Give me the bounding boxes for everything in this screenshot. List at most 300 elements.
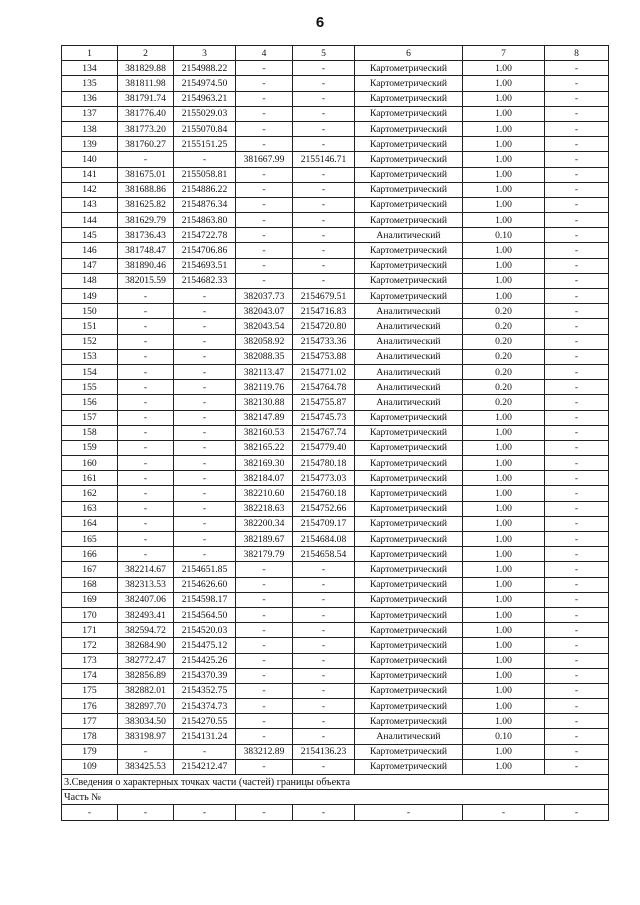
table-cell: 382088.35	[236, 349, 293, 364]
table-cell: 2154720.80	[293, 319, 355, 334]
table-cell: 0.20	[463, 364, 545, 379]
table-cell: Картометрический	[355, 683, 463, 698]
table-cell: -	[174, 486, 236, 501]
table-cell: -	[236, 243, 293, 258]
table-cell: -	[236, 167, 293, 182]
table-cell: -	[293, 607, 355, 622]
table-cell: -	[545, 258, 609, 273]
table-cell: Картометрический	[355, 532, 463, 547]
table-cell: 382037.73	[236, 289, 293, 304]
table-cell: -	[236, 729, 293, 744]
table-cell: 146	[62, 243, 118, 258]
table-cell: 381675.01	[118, 167, 174, 182]
table-cell: 2154270.55	[174, 714, 236, 729]
table-cell: 1.00	[463, 425, 545, 440]
table-row	[62, 182, 609, 197]
table-cell: -	[355, 805, 463, 820]
table-cell: -	[545, 273, 609, 288]
table-cell: -	[545, 607, 609, 622]
table-cell: -	[293, 805, 355, 820]
table-cell: -	[174, 319, 236, 334]
table-cell: -	[545, 501, 609, 516]
table-cell: -	[293, 258, 355, 273]
table-cell: 176	[62, 699, 118, 714]
table-row	[62, 76, 609, 91]
table-cell: -	[545, 61, 609, 76]
table-row	[62, 410, 609, 425]
table-cell: -	[118, 440, 174, 455]
table-cell: 381791.74	[118, 91, 174, 106]
table-cell: 2154773.03	[293, 471, 355, 486]
table-cell: 158	[62, 425, 118, 440]
table-cell: -	[236, 699, 293, 714]
table-cell: 382200.34	[236, 516, 293, 531]
table-cell: Картометрический	[355, 243, 463, 258]
table-cell: 382684.90	[118, 638, 174, 653]
table-cell: -	[293, 76, 355, 91]
table-cell: 2154733.36	[293, 334, 355, 349]
table-cell: -	[118, 547, 174, 562]
table-cell: 1.00	[463, 547, 545, 562]
column-header: 5	[293, 46, 355, 61]
table-cell: -	[174, 304, 236, 319]
table-cell: 382214.67	[118, 562, 174, 577]
table-cell: 1.00	[463, 167, 545, 182]
table-cell: 1.00	[463, 76, 545, 91]
table-cell: -	[236, 197, 293, 212]
table-cell: Картометрический	[355, 121, 463, 136]
table-cell: -	[545, 714, 609, 729]
table-cell: -	[62, 805, 118, 820]
table-cell: -	[118, 304, 174, 319]
table-cell: -	[545, 532, 609, 547]
table-row	[62, 152, 609, 167]
table-cell: 381776.40	[118, 106, 174, 121]
table-cell: 382058.92	[236, 334, 293, 349]
table-cell: -	[236, 213, 293, 228]
table-cell: Картометрический	[355, 744, 463, 759]
table-cell: 2154658.54	[293, 547, 355, 562]
table-cell: 1.00	[463, 289, 545, 304]
table-cell: -	[293, 562, 355, 577]
table-cell: Картометрический	[355, 137, 463, 152]
table-row	[62, 547, 609, 562]
table-cell: 141	[62, 167, 118, 182]
table-cell: -	[545, 425, 609, 440]
table-cell: -	[293, 197, 355, 212]
table-cell: -	[545, 410, 609, 425]
table-cell: 381688.86	[118, 182, 174, 197]
table-cell: 2154374.73	[174, 699, 236, 714]
table-cell: Картометрический	[355, 668, 463, 683]
table-cell: 382594.72	[118, 623, 174, 638]
table-cell: -	[545, 623, 609, 638]
coordinates-table-body	[62, 46, 609, 821]
table-cell: -	[236, 759, 293, 774]
table-cell: -	[174, 395, 236, 410]
table-cell: -	[293, 623, 355, 638]
table-row	[62, 258, 609, 273]
table-row	[62, 699, 609, 714]
table-cell: 135	[62, 76, 118, 91]
table-cell: -	[545, 106, 609, 121]
table-cell: -	[118, 425, 174, 440]
table-cell: 136	[62, 91, 118, 106]
table-cell: -	[118, 152, 174, 167]
table-cell: 153	[62, 349, 118, 364]
table-cell: 174	[62, 668, 118, 683]
table-cell: -	[545, 699, 609, 714]
table-cell: 134	[62, 61, 118, 76]
table-cell: 382113.47	[236, 364, 293, 379]
table-cell: 1.00	[463, 744, 545, 759]
table-cell: -	[545, 137, 609, 152]
table-cell: 2154475.12	[174, 638, 236, 653]
table-cell: 2154682.33	[174, 273, 236, 288]
table-cell: -	[545, 653, 609, 668]
table-cell: -	[293, 653, 355, 668]
table-cell: 0.20	[463, 395, 545, 410]
table-cell: 2154131.24	[174, 729, 236, 744]
table-cell: 0.20	[463, 319, 545, 334]
table-cell: -	[293, 167, 355, 182]
table-cell: Картометрический	[355, 167, 463, 182]
table-cell: -	[118, 456, 174, 471]
table-cell: 2154876.34	[174, 197, 236, 212]
table-cell: -	[118, 486, 174, 501]
table-cell: 381625.82	[118, 197, 174, 212]
table-cell: Картометрический	[355, 410, 463, 425]
table-cell: 1.00	[463, 121, 545, 136]
table-cell: -	[118, 395, 174, 410]
table-cell: 2154755.87	[293, 395, 355, 410]
table-cell: 0.20	[463, 349, 545, 364]
table-cell: -	[545, 638, 609, 653]
column-header: 1	[62, 46, 118, 61]
table-cell: -	[174, 471, 236, 486]
table-cell: 1.00	[463, 699, 545, 714]
table-cell: 144	[62, 213, 118, 228]
table-cell: Аналитический	[355, 319, 463, 334]
table-cell: 0.10	[463, 729, 545, 744]
table-cell: Аналитический	[355, 334, 463, 349]
table-cell: 2154716.83	[293, 304, 355, 319]
table-cell: 1.00	[463, 137, 545, 152]
table-cell: -	[293, 683, 355, 698]
table-row	[62, 304, 609, 319]
table-cell: Картометрический	[355, 106, 463, 121]
table-cell: 149	[62, 289, 118, 304]
table-cell: 152	[62, 334, 118, 349]
table-cell: Картометрический	[355, 289, 463, 304]
table-cell: -	[545, 76, 609, 91]
table-cell: -	[293, 243, 355, 258]
table-cell: 164	[62, 516, 118, 531]
table-cell: 2155146.71	[293, 152, 355, 167]
table-row	[62, 638, 609, 653]
table-cell: 1.00	[463, 106, 545, 121]
table-cell: -	[236, 653, 293, 668]
table-cell: 383034.50	[118, 714, 174, 729]
table-row	[62, 425, 609, 440]
table-row	[62, 137, 609, 152]
table-cell: -	[174, 349, 236, 364]
table-cell: Картометрический	[355, 577, 463, 592]
table-cell: -	[236, 607, 293, 622]
table-cell: -	[236, 91, 293, 106]
table-cell: -	[236, 106, 293, 121]
column-header: 8	[545, 46, 609, 61]
table-cell: 383198.97	[118, 729, 174, 744]
table-cell: 1.00	[463, 623, 545, 638]
table-row	[62, 349, 609, 364]
table-cell: -	[293, 759, 355, 774]
table-cell: 382407.06	[118, 592, 174, 607]
table-row	[62, 334, 609, 349]
table-row	[62, 228, 609, 243]
table-cell: -	[293, 638, 355, 653]
table-cell: 2154767.74	[293, 425, 355, 440]
table-cell: 147	[62, 258, 118, 273]
table-row	[62, 395, 609, 410]
table-cell: -	[236, 638, 293, 653]
table-cell: 2154520.03	[174, 623, 236, 638]
table-cell: -	[545, 729, 609, 744]
table-cell: Аналитический	[355, 349, 463, 364]
table-cell: -	[545, 744, 609, 759]
table-cell: 139	[62, 137, 118, 152]
table-cell: Картометрический	[355, 699, 463, 714]
table-cell: 2154764.78	[293, 380, 355, 395]
table-cell: 167	[62, 562, 118, 577]
table-cell: 1.00	[463, 440, 545, 455]
table-row	[62, 683, 609, 698]
table-cell: -	[545, 592, 609, 607]
table-cell: 0.10	[463, 228, 545, 243]
table-cell: 383212.89	[236, 744, 293, 759]
table-cell: 382130.88	[236, 395, 293, 410]
table-cell: Аналитический	[355, 729, 463, 744]
column-header: 6	[355, 46, 463, 61]
table-cell: 2154988.22	[174, 61, 236, 76]
table-cell: 177	[62, 714, 118, 729]
table-cell: 1.00	[463, 759, 545, 774]
table-cell: 1.00	[463, 668, 545, 683]
part-label-row	[62, 790, 609, 805]
table-cell: -	[118, 744, 174, 759]
table-row	[62, 562, 609, 577]
table-row	[62, 273, 609, 288]
table-cell: -	[293, 273, 355, 288]
table-cell: -	[236, 137, 293, 152]
table-cell: 1.00	[463, 61, 545, 76]
table-cell: Картометрический	[355, 76, 463, 91]
table-cell: 150	[62, 304, 118, 319]
table-cell: 2154425.26	[174, 653, 236, 668]
table-cell: -	[174, 532, 236, 547]
table-cell: Картометрический	[355, 61, 463, 76]
table-row	[62, 653, 609, 668]
table-cell: 2154212.47	[174, 759, 236, 774]
table-cell: 382856.89	[118, 668, 174, 683]
table-cell: -	[545, 228, 609, 243]
table-cell: 2154709.17	[293, 516, 355, 531]
table-cell: 2154779.40	[293, 440, 355, 455]
table-cell: 109	[62, 759, 118, 774]
table-cell: 2154136.23	[293, 744, 355, 759]
table-cell: -	[293, 729, 355, 744]
table-cell: 1.00	[463, 592, 545, 607]
table-cell: Картометрический	[355, 623, 463, 638]
table-cell: 382313.53	[118, 577, 174, 592]
table-row	[62, 729, 609, 744]
table-cell: 1.00	[463, 486, 545, 501]
table-cell: 381736.43	[118, 228, 174, 243]
table-cell: 2154752.66	[293, 501, 355, 516]
table-cell: -	[293, 699, 355, 714]
table-cell: Картометрический	[355, 213, 463, 228]
table-cell: -	[545, 759, 609, 774]
table-cell: 382119.76	[236, 380, 293, 395]
table-cell: -	[174, 289, 236, 304]
table-cell: 1.00	[463, 91, 545, 106]
table-cell: 381829.88	[118, 61, 174, 76]
table-cell: 138	[62, 121, 118, 136]
table-row	[62, 577, 609, 592]
table-cell: 2154974.50	[174, 76, 236, 91]
table-cell: -	[118, 501, 174, 516]
table-cell: Картометрический	[355, 653, 463, 668]
table-cell: -	[545, 805, 609, 820]
table-cell: -	[545, 471, 609, 486]
table-cell: 1.00	[463, 152, 545, 167]
table-cell: 2154352.75	[174, 683, 236, 698]
table-cell: -	[236, 273, 293, 288]
table-cell: 382015.59	[118, 273, 174, 288]
column-header: 7	[463, 46, 545, 61]
table-cell: -	[118, 410, 174, 425]
table-row	[62, 592, 609, 607]
table-cell: -	[293, 592, 355, 607]
table-cell: 381748.47	[118, 243, 174, 258]
section-empty-row	[62, 805, 609, 820]
table-row	[62, 61, 609, 76]
table-cell: Картометрический	[355, 182, 463, 197]
table-cell: Картометрический	[355, 440, 463, 455]
table-cell: 172	[62, 638, 118, 653]
table-cell: 381667.99	[236, 152, 293, 167]
table-cell: -	[236, 228, 293, 243]
table-cell: 2154564.50	[174, 607, 236, 622]
table-row	[62, 380, 609, 395]
table-cell: 156	[62, 395, 118, 410]
table-cell: 2154684.08	[293, 532, 355, 547]
table-cell: 179	[62, 744, 118, 759]
table-cell: -	[118, 516, 174, 531]
table-cell: -	[545, 486, 609, 501]
coordinates-table	[61, 45, 609, 821]
table-cell: 2155058.81	[174, 167, 236, 182]
table-cell: Картометрический	[355, 638, 463, 653]
table-cell: 2154780.18	[293, 456, 355, 471]
table-cell: 168	[62, 577, 118, 592]
table-cell: -	[174, 334, 236, 349]
table-cell: 145	[62, 228, 118, 243]
table-cell: -	[236, 182, 293, 197]
table-cell: 143	[62, 197, 118, 212]
table-cell: 1.00	[463, 532, 545, 547]
table-cell: Аналитический	[355, 395, 463, 410]
table-cell: -	[174, 456, 236, 471]
table-cell: 163	[62, 501, 118, 516]
table-cell: -	[118, 380, 174, 395]
table-row	[62, 364, 609, 379]
table-cell: -	[545, 167, 609, 182]
table-cell: 0.20	[463, 380, 545, 395]
table-cell: -	[236, 61, 293, 76]
table-cell: Картометрический	[355, 486, 463, 501]
table-cell: 169	[62, 592, 118, 607]
table-row	[62, 106, 609, 121]
table-cell: Картометрический	[355, 592, 463, 607]
table-cell: -	[545, 516, 609, 531]
table-cell: -	[293, 137, 355, 152]
table-cell: 1.00	[463, 243, 545, 258]
table-cell: -	[545, 395, 609, 410]
table-cell: 2154745.73	[293, 410, 355, 425]
table-cell: -	[174, 364, 236, 379]
table-cell: Картометрический	[355, 91, 463, 106]
table-cell: 2154370.39	[174, 668, 236, 683]
table-cell: -	[236, 121, 293, 136]
table-row	[62, 623, 609, 638]
table-cell: 1.00	[463, 456, 545, 471]
table-cell: 154	[62, 364, 118, 379]
table-cell: -	[118, 532, 174, 547]
table-cell: 1.00	[463, 273, 545, 288]
table-row	[62, 167, 609, 182]
table-cell: 382147.89	[236, 410, 293, 425]
table-cell: 157	[62, 410, 118, 425]
table-cell: 1.00	[463, 213, 545, 228]
column-header: 3	[174, 46, 236, 61]
table-cell: 2154693.51	[174, 258, 236, 273]
table-row	[62, 91, 609, 106]
table-cell: -	[118, 319, 174, 334]
table-cell: -	[293, 577, 355, 592]
table-cell: 2154863.80	[174, 213, 236, 228]
table-cell: -	[118, 471, 174, 486]
table-cell: Картометрический	[355, 562, 463, 577]
table-cell: 0.20	[463, 334, 545, 349]
table-row	[62, 289, 609, 304]
table-cell: 140	[62, 152, 118, 167]
table-cell: 173	[62, 653, 118, 668]
column-header: 4	[236, 46, 293, 61]
table-row	[62, 213, 609, 228]
table-cell: -	[545, 304, 609, 319]
table-cell: Картометрический	[355, 607, 463, 622]
table-cell: -	[236, 76, 293, 91]
table-cell: -	[293, 213, 355, 228]
table-cell: -	[545, 319, 609, 334]
table-row	[62, 121, 609, 136]
table-cell: -	[545, 683, 609, 698]
table-cell: 2154598.17	[174, 592, 236, 607]
table-cell: 382218.63	[236, 501, 293, 516]
table-cell: 1.00	[463, 577, 545, 592]
table-cell: Картометрический	[355, 471, 463, 486]
